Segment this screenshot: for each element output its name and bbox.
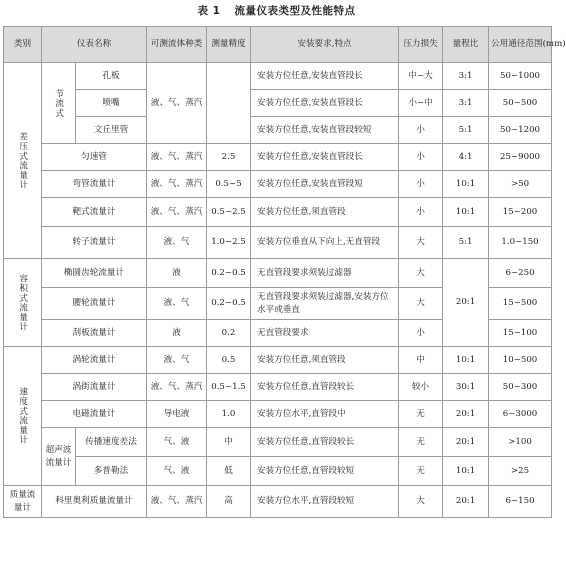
diameter-cell: 25~9000 [489, 144, 552, 171]
pressure-cell: 大 [399, 288, 443, 320]
pressure-cell: 小 [399, 117, 443, 144]
pressure-cell: 大 [399, 486, 443, 518]
range-cell: 5:1 [443, 227, 489, 259]
diameter-cell: 6~250 [489, 259, 552, 288]
table-row [4, 457, 552, 486]
install-cell: 无直管段要求须装过滤器 [251, 259, 399, 288]
meter-name: 腰轮流量计 [42, 288, 147, 320]
pressure-cell: 无 [399, 457, 443, 486]
header-range: 量程比 [443, 27, 489, 63]
install-cell: 安装方位任意,安装直管段较短 [251, 117, 399, 144]
table-row [4, 227, 552, 259]
range-cell: 10:1 [443, 457, 489, 486]
diameter-cell: 15~100 [489, 320, 552, 347]
fluid-cell: 液、气、蒸汽 [147, 63, 207, 144]
subcategory-cell [42, 428, 76, 486]
table-row [4, 428, 552, 457]
install-cell: 安装方位任意,安装直管段短 [251, 171, 399, 198]
accuracy-cell: 0.2 [207, 320, 251, 347]
diameter-cell: 50~300 [489, 374, 552, 401]
accuracy-cell: 高 [207, 486, 251, 518]
fluid-cell: 导电液 [147, 401, 207, 428]
range-cell: 20:1 [443, 401, 489, 428]
range-cell: 20:1 [443, 259, 489, 347]
pressure-cell: 中~大 [399, 63, 443, 90]
subcategory-label: 超声波流量计 [45, 445, 72, 468]
pressure-cell: 大 [399, 259, 443, 288]
range-cell: 10:1 [443, 347, 489, 374]
table-row [4, 117, 552, 144]
table-row [4, 90, 552, 117]
meter-name: 涡轮流量计 [42, 347, 147, 374]
install-cell: 安装方位任意,须直管段 [251, 347, 399, 374]
fluid-cell: 液、气、蒸汽 [147, 486, 207, 518]
category-label: 容积式流量计 [17, 273, 28, 332]
header-fluid: 可测流体种类 [147, 27, 207, 63]
range-cell: 10:1 [443, 198, 489, 227]
table-row [4, 347, 552, 374]
range-cell: 3:1 [443, 63, 489, 90]
header-pressure: 压力损失 [399, 27, 443, 63]
category-label: 质量流量计 [9, 490, 36, 513]
meter-name: 文丘里管 [76, 117, 147, 144]
meter-name: 科里奥利质量流量计 [42, 486, 147, 518]
install-cell: 安装方位任意,须直管段 [251, 198, 399, 227]
accuracy-cell: 0.5~5 [207, 171, 251, 198]
fluid-cell: 液 [147, 259, 207, 288]
header-install: 安装要求,特点 [251, 27, 399, 63]
pressure-cell: 小 [399, 320, 443, 347]
meter-name: 刮板流量计 [42, 320, 147, 347]
flowmeter-table [3, 26, 566, 518]
pressure-cell: 无 [399, 428, 443, 457]
category-label: 速度式流量计 [17, 387, 28, 445]
accuracy-cell: 低 [207, 457, 251, 486]
category-cell [4, 63, 42, 259]
diameter-cell: 50~500 [489, 90, 552, 117]
pressure-cell: 较小 [399, 374, 443, 401]
range-cell: 10:1 [443, 171, 489, 198]
accuracy-cell: 0.2~0.5 [207, 288, 251, 320]
fluid-cell: 液、气、蒸汽 [147, 144, 207, 171]
install-cell: 安装方位任意,直管段较短 [251, 457, 399, 486]
install-cell: 安装方位任意,安装直管段长 [251, 63, 399, 90]
meter-name: 靶式流量计 [42, 198, 147, 227]
table-row [4, 486, 552, 518]
accuracy-cell: 0.2~0.5 [207, 259, 251, 288]
range-cell: 4:1 [443, 144, 489, 171]
table-caption: 流量仪表类型及性能特点 [234, 5, 356, 17]
diameter-cell: 15~200 [489, 198, 552, 227]
fluid-cell: 液、气 [147, 227, 207, 259]
category-label: 差压式流量计 [17, 131, 28, 190]
meter-name: 多普勒法 [76, 457, 147, 486]
install-cell: 无直管段要求须装过滤器,安装方位水平或垂直 [251, 288, 399, 320]
header-accuracy: 测量精度 [207, 27, 251, 63]
diameter-cell: 1.0~150 [489, 227, 552, 259]
category-cell [4, 347, 42, 486]
meter-name: 匀速管 [42, 144, 147, 171]
table-row [4, 374, 552, 401]
install-cell: 安装方位水平,直管段中 [251, 401, 399, 428]
table-row [4, 63, 552, 90]
category-cell [4, 486, 42, 518]
subcategory-cell [42, 63, 76, 144]
meter-name: 弯管流量计 [42, 171, 147, 198]
pressure-cell: 小 [399, 198, 443, 227]
table-row [4, 259, 552, 288]
range-cell: 5:1 [443, 117, 489, 144]
diameter-cell: 10~500 [489, 347, 552, 374]
install-cell: 安装方位任意,安装直管段长 [251, 144, 399, 171]
diameter-cell: 6~150 [489, 486, 552, 518]
range-cell: 20:1 [443, 428, 489, 457]
range-cell: 20:1 [443, 486, 489, 518]
pressure-cell: 中 [399, 347, 443, 374]
table-row [4, 144, 552, 171]
range-cell: 30:1 [443, 374, 489, 401]
range-cell: 3:1 [443, 90, 489, 117]
meter-name: 孔板 [76, 63, 147, 90]
table-row [4, 198, 552, 227]
header-row [4, 27, 552, 63]
table-row [4, 401, 552, 428]
fluid-cell: 液 [147, 320, 207, 347]
diameter-cell: 6~3000 [489, 401, 552, 428]
install-cell: 安装方位任意,直管段较长 [251, 374, 399, 401]
fluid-cell: 气、液 [147, 457, 207, 486]
fluid-cell: 液、气、蒸汽 [147, 198, 207, 227]
accuracy-cell [207, 63, 251, 144]
accuracy-cell: 1.0~2.5 [207, 227, 251, 259]
header-name: 仪表名称 [42, 27, 147, 63]
pressure-cell: 小~中 [399, 90, 443, 117]
subcategory-label: 节流式 [53, 88, 64, 118]
install-cell: 安装方位任意,安装直管段长 [251, 90, 399, 117]
accuracy-cell: 0.5 [207, 347, 251, 374]
diameter-cell: 15~500 [489, 288, 552, 320]
install-cell: 安装方位水平,直管段较短 [251, 486, 399, 518]
accuracy-cell: 0.5~1.5 [207, 374, 251, 401]
meter-name: 电磁流量计 [42, 401, 147, 428]
install-cell: 安装方位垂直从下向上,无直管段 [251, 227, 399, 259]
meter-name: 椭圆齿轮流量计 [42, 259, 147, 288]
accuracy-cell: 1.0 [207, 401, 251, 428]
accuracy-cell: 0.5~2.5 [207, 198, 251, 227]
table-number: 表 1 [197, 5, 221, 17]
fluid-cell: 液、气、蒸汽 [147, 171, 207, 198]
meter-name: 喷嘴 [76, 90, 147, 117]
install-cell: 无直管段要求 [251, 320, 399, 347]
category-cell [4, 259, 42, 347]
fluid-cell: 液、气、蒸汽 [147, 374, 207, 401]
diameter-cell: 50~1200 [489, 117, 552, 144]
pressure-cell: 小 [399, 171, 443, 198]
diameter-cell: 50~1000 [489, 63, 552, 90]
fluid-cell: 气、液 [147, 428, 207, 457]
pressure-cell: 无 [399, 401, 443, 428]
diameter-cell: >100 [489, 428, 552, 457]
header-diameter: 公用通径范围(mm) [489, 27, 552, 63]
diameter-cell: >25 [489, 457, 552, 486]
table-row [4, 171, 552, 198]
diameter-cell: >50 [489, 171, 552, 198]
meter-name: 转子流量计 [42, 227, 147, 259]
pressure-cell: 小 [399, 144, 443, 171]
install-cell: 安装方位任意,直管段较长 [251, 428, 399, 457]
accuracy-cell: 2.5 [207, 144, 251, 171]
header-category: 类别 [4, 27, 42, 63]
pressure-cell: 大 [399, 227, 443, 259]
table-title [0, 3, 553, 18]
meter-name: 涡街流量计 [42, 374, 147, 401]
meter-name: 传播速度差法 [76, 428, 147, 457]
fluid-cell: 液、气 [147, 347, 207, 374]
accuracy-cell: 中 [207, 428, 251, 457]
fluid-cell: 液、气 [147, 288, 207, 320]
